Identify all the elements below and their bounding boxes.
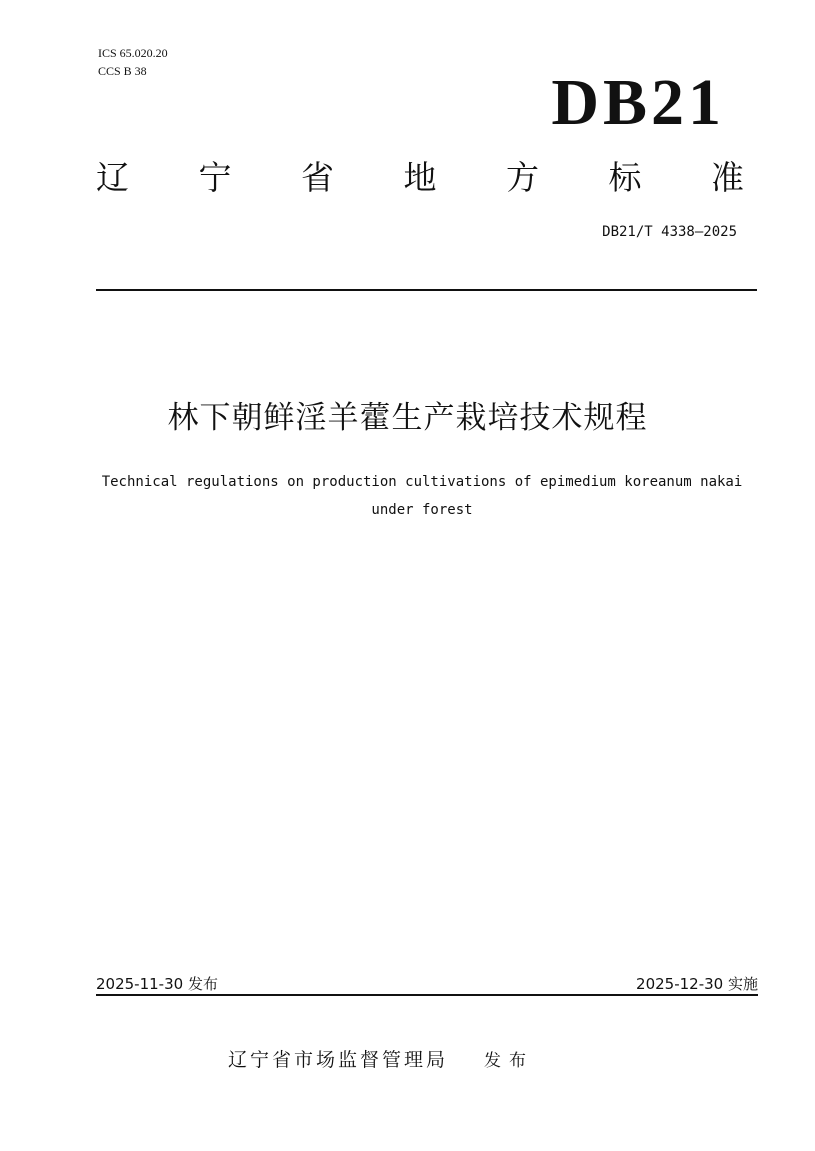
standard-type-char: 省 [301, 158, 334, 197]
header-divider [96, 289, 757, 291]
standard-type-char: 标 [608, 158, 642, 197]
standard-type-char: 准 [711, 158, 744, 197]
document-title-chinese: 林下朝鲜淫羊藿生产栽培技术规程 [167, 400, 648, 436]
standard-type [96, 156, 744, 200]
standard-type-char: 宁 [198, 158, 232, 197]
document-title-english: Technical regulations on production cultivations of epimedium koreanum nakai under forest [101, 474, 743, 518]
standard-type-char: 方 [506, 158, 539, 197]
implement-date: 2025-12-30 实施 [636, 975, 758, 993]
issue-action: 发布 [484, 1051, 535, 1071]
date-row [96, 972, 758, 996]
publish-date: 2025-11-30 发布 [96, 975, 218, 993]
standard-type-char: 地 [403, 158, 437, 197]
ics-code: ICS 65.020.20 [98, 46, 168, 60]
standard-number: DB21/T 4338—2025 [602, 224, 737, 240]
issuing-organization: 辽宁省市场监督管理局 [228, 1049, 449, 1071]
issuer [228, 1046, 534, 1075]
standard-type-char: 辽 [96, 158, 129, 197]
footer-divider [96, 994, 758, 996]
ccs-code: CCS B 38 [98, 64, 147, 78]
classification-codes [98, 44, 168, 80]
db-code: DB21 [551, 66, 725, 139]
